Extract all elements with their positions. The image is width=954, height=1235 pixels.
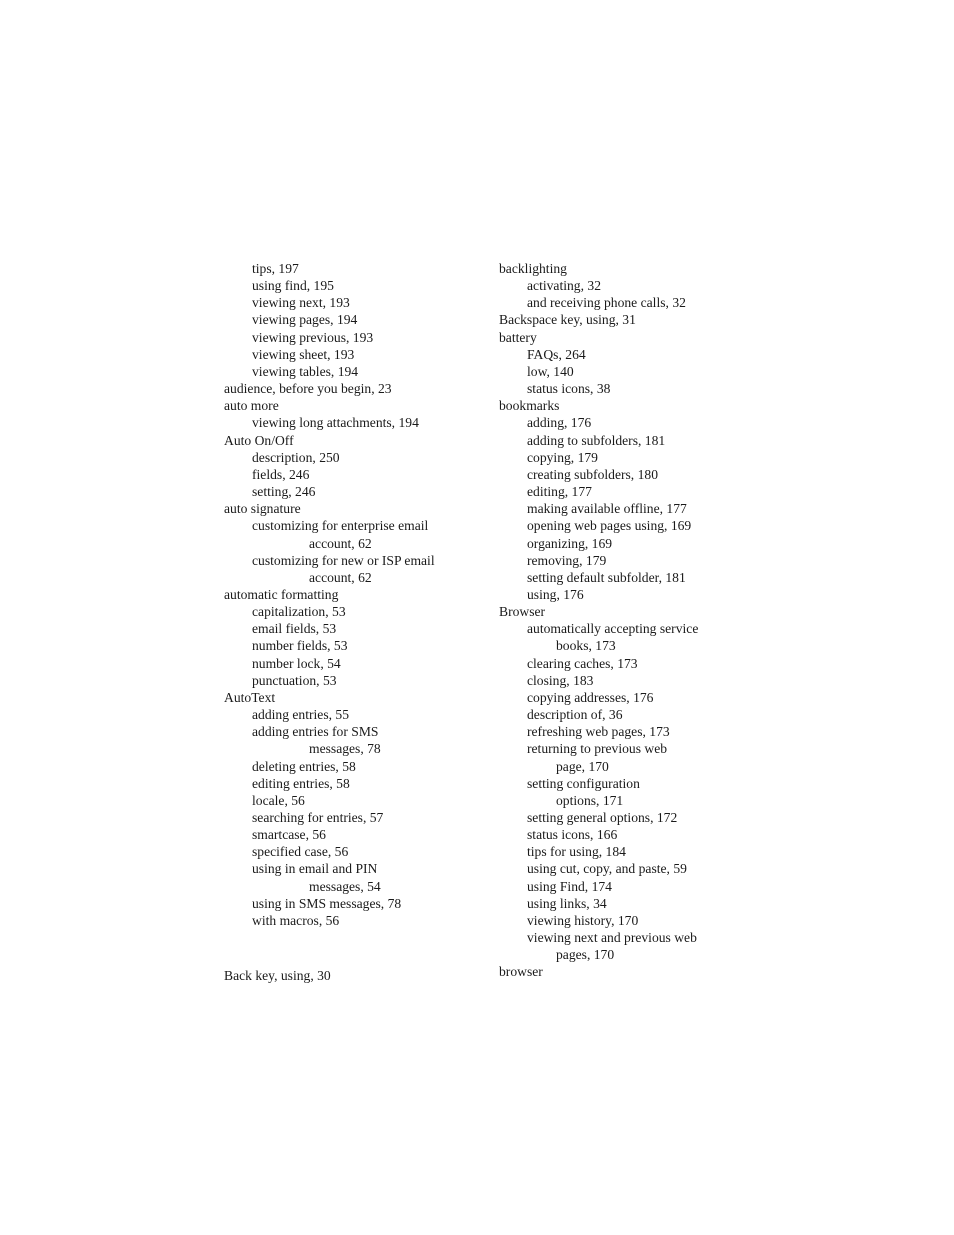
index-entry-sub: description of, 36 (527, 707, 623, 723)
index-entry-sub: setting general options, 172 (527, 810, 678, 825)
index-entry-sub: viewing next and previous web (527, 930, 697, 946)
index-entry-main: auto signature (224, 501, 301, 517)
index-entry-sub: organizing, 169 (527, 535, 613, 551)
index-entry-main: audience, before you begin, 23 (224, 381, 392, 397)
index-entry-main: browser (499, 964, 543, 980)
index-entry-sub: capitalization, 53 (252, 604, 346, 620)
index-entry-sub: FAQs, 264 (527, 346, 586, 362)
index-entry-continuation: account, 62 (309, 569, 372, 585)
index-entry-sub: setting default subfolder, 181 (527, 569, 686, 585)
index-entry-sub: deleting entries, 58 (252, 758, 356, 774)
index-entry-sub: tips, 197 (252, 261, 299, 276)
index-entry-main: Back key, using, 30 (224, 968, 331, 984)
index-entry-continuation: books, 173 (556, 638, 616, 654)
index-entry-sub: status icons, 166 (527, 827, 618, 843)
index-entry-sub: adding to subfolders, 181 (527, 432, 666, 448)
index-entry-sub: viewing sheet, 193 (252, 346, 355, 362)
index-entry-sub: activating, 32 (527, 278, 601, 294)
index-entry-sub: description, 250 (252, 449, 340, 465)
index-entry-sub: customizing for new or ISP email (252, 552, 435, 568)
index-entry-sub: creating subfolders, 180 (527, 466, 658, 482)
index-entry-sub: viewing next, 193 (252, 295, 350, 311)
index-entry-sub: viewing tables, 194 (252, 363, 359, 379)
index-entry-sub: searching for entries, 57 (252, 810, 384, 825)
index-entry-sub: clearing caches, 173 (527, 655, 638, 671)
index-entry-sub: using links, 34 (527, 895, 607, 911)
index-entry-sub: returning to previous web (527, 741, 668, 757)
index-entry-sub: specified case, 56 (252, 844, 349, 860)
index-entry-sub: status icons, 38 (527, 381, 611, 397)
index-entry-sub: copying, 179 (527, 449, 598, 465)
index-entry-main: Browser (499, 604, 546, 620)
index-entry-sub: with macros, 56 (252, 912, 340, 928)
index-entry-main: Auto On/Off (224, 432, 294, 448)
index-entry-main: AutoText (224, 689, 276, 705)
index-entry-main: Backspace key, using, 31 (499, 312, 636, 328)
index-entry-sub: viewing long attachments, 194 (252, 415, 419, 431)
index-entry-sub: punctuation, 53 (252, 672, 337, 688)
index-entry-main: automatic formatting (224, 586, 339, 602)
index-entry-sub: smartcase, 56 (252, 827, 326, 843)
index-entry-sub: number fields, 53 (252, 638, 348, 654)
index-entry-sub: viewing pages, 194 (252, 312, 358, 328)
index-entry-sub: making available offline, 177 (527, 501, 687, 517)
index-entry-sub: using cut, copy, and paste, 59 (527, 861, 687, 877)
index-entry-sub: closing, 183 (527, 672, 594, 688)
index-entry-sub: setting configuration (527, 775, 640, 791)
index-entry-sub: customizing for enterprise email (252, 518, 429, 534)
index-entry-sub: using find, 195 (252, 278, 334, 294)
index-entry-sub: automatically accepting service (527, 621, 699, 637)
index-entry-sub: viewing previous, 193 (252, 329, 374, 345)
index-entry-sub: refreshing web pages, 173 (527, 724, 670, 740)
index-entry-continuation: pages, 170 (556, 947, 615, 963)
index-entry-main: backlighting (499, 261, 567, 276)
index-entry-main: auto more (224, 398, 279, 414)
index-gap (224, 929, 464, 967)
index-entry-sub: adding, 176 (527, 415, 592, 431)
index-entry-continuation: messages, 78 (309, 741, 381, 757)
index-entry-continuation: options, 171 (556, 792, 624, 808)
index-entry-sub: opening web pages using, 169 (527, 518, 692, 534)
index-entry-sub: and receiving phone calls, 32 (527, 295, 686, 311)
index-entry-sub: email fields, 53 (252, 621, 337, 637)
index-entry-continuation: account, 62 (309, 535, 372, 551)
index-column-left (224, 260, 464, 984)
index-entry-sub: adding entries, 55 (252, 707, 350, 723)
index-entry-continuation: page, 170 (556, 758, 609, 774)
index-entry-sub: viewing history, 170 (527, 912, 639, 928)
index-entry-sub: setting, 246 (252, 484, 316, 500)
index-entry-sub: using in SMS messages, 78 (252, 895, 402, 911)
index-entry-main: bookmarks (499, 398, 560, 414)
index-entry-sub: using in email and PIN (252, 861, 378, 877)
index-entry-sub: editing, 177 (527, 484, 592, 500)
index-column-right (499, 260, 739, 981)
index-entry-sub: locale, 56 (252, 792, 305, 808)
index-entry-sub: copying addresses, 176 (527, 689, 654, 705)
index-entry-sub: adding entries for SMS (252, 724, 379, 740)
index-entry-sub: number lock, 54 (252, 655, 341, 671)
index-entry-sub: editing entries, 58 (252, 775, 350, 791)
index-entry-sub: tips for using, 184 (527, 844, 626, 860)
index-entry-sub: using Find, 174 (527, 878, 612, 894)
index-entry-main: battery (499, 329, 537, 345)
index-entry-sub: removing, 179 (527, 552, 607, 568)
index-entry-sub: using, 176 (527, 586, 584, 602)
index-entry-sub: fields, 246 (252, 466, 310, 482)
index-entry-sub: low, 140 (527, 363, 574, 379)
index-entry-continuation: messages, 54 (309, 878, 381, 894)
